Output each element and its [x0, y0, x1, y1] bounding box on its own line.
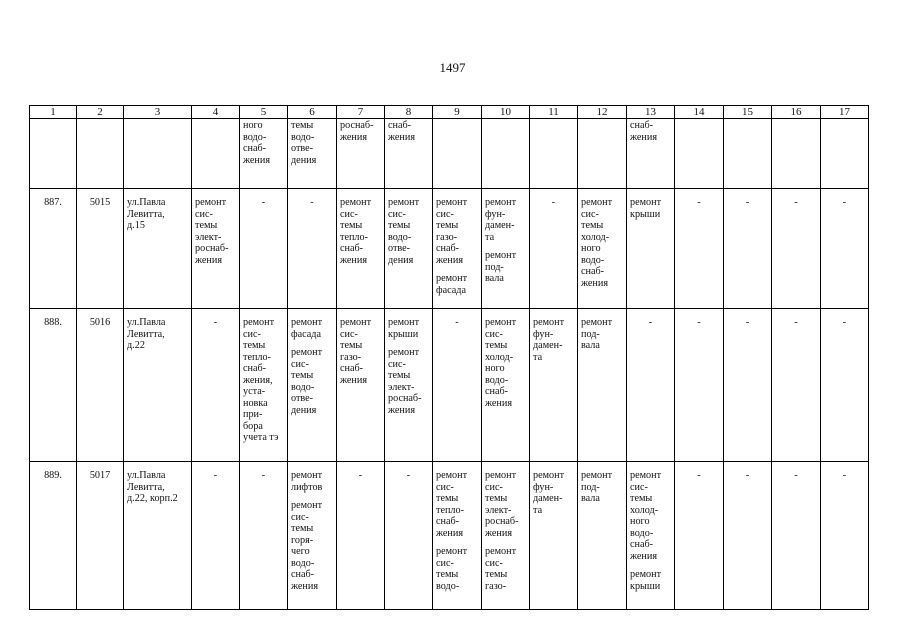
column-number-5: 5 — [240, 106, 288, 119]
work-cell-col-4 — [192, 189, 240, 309]
continuation-cell-4 — [192, 119, 240, 189]
dash-cell-col-15: - — [724, 462, 772, 610]
work-cell-col-10 — [482, 189, 530, 309]
dash-cell-col-5: - — [240, 462, 288, 610]
work-item: ремонт сис- темы тепло- снаб- жения — [436, 470, 468, 539]
work-item: ремонт фасада — [291, 317, 323, 340]
dash-cell-col-14: - — [675, 309, 724, 462]
work-cell-col-6 — [288, 309, 337, 462]
dash-cell-col-14: - — [675, 462, 724, 610]
dash-cell-col-8: - — [385, 462, 433, 610]
object-address: ул.Павла Левитта, д.22 — [124, 309, 192, 462]
dash-cell-col-16: - — [772, 189, 821, 309]
work-item: ремонт сис- темы элект- роснаб- жения — [195, 197, 229, 266]
work-cell-col-7 — [337, 189, 385, 309]
work-item: ремонт сис- темы элект- роснаб- жения — [485, 470, 519, 539]
work-item: ремонт сис- темы газо- — [485, 546, 517, 592]
continuation-cell-15 — [724, 119, 772, 189]
dash-cell-col-9: - — [433, 309, 482, 462]
continuation-cell-7: роснаб- жения — [337, 119, 385, 189]
work-item: ремонт крыши — [388, 317, 420, 340]
page-number: 1497 — [439, 60, 466, 75]
work-item: ремонт сис- темы тепло- снаб- жения, уста- новка при- бора учета тэ — [243, 317, 279, 443]
dash-cell-col-4: - — [192, 309, 240, 462]
work-item: ремонт сис- темы газо- снаб- жения — [340, 317, 372, 386]
object-address: ул.Павла Левитта, д.15 — [124, 189, 192, 309]
continuation-cell-1 — [30, 119, 77, 189]
work-item: ремонт под- вала — [581, 470, 613, 504]
column-number-9: 9 — [433, 106, 482, 119]
continuation-cell-16 — [772, 119, 821, 189]
column-number-7: 7 — [337, 106, 385, 119]
work-item: ремонт сис- темы газо- снаб- жения — [436, 197, 468, 266]
work-item: ремонт под- вала — [581, 317, 613, 351]
continuation-cell-8: снаб- жения — [385, 119, 433, 189]
work-item: ремонт крыши — [630, 197, 662, 220]
dash-cell-col-5: - — [240, 189, 288, 309]
row-number: 888. — [30, 309, 77, 462]
work-cell-col-12 — [578, 309, 627, 462]
continuation-cell-9 — [433, 119, 482, 189]
dash-cell-col-17: - — [821, 309, 869, 462]
column-number-10: 10 — [482, 106, 530, 119]
work-cell-col-9 — [433, 462, 482, 610]
dash-cell-col-13: - — [627, 309, 675, 462]
dash-cell-col-4: - — [192, 462, 240, 610]
work-cell-col-10 — [482, 462, 530, 610]
repair-schedule-table — [29, 105, 869, 610]
continuation-cell-14 — [675, 119, 724, 189]
column-number-4: 4 — [192, 106, 240, 119]
column-number-12: 12 — [578, 106, 627, 119]
work-item: ремонт крыши — [630, 569, 662, 592]
work-item: ремонт сис- темы водо- — [436, 546, 468, 592]
continuation-cell-13: снаб- жения — [627, 119, 675, 189]
work-item: ремонт сис- темы водо- отве- дения — [291, 347, 323, 416]
continuation-cell-10 — [482, 119, 530, 189]
dash-cell-col-6: - — [288, 189, 337, 309]
work-item: ремонт фасада — [436, 273, 468, 296]
work-cell-col-13 — [627, 462, 675, 610]
continuation-cell-17 — [821, 119, 869, 189]
work-cell-col-9 — [433, 189, 482, 309]
work-cell-col-8 — [385, 189, 433, 309]
dash-cell-col-15: - — [724, 309, 772, 462]
work-cell-col-5 — [240, 309, 288, 462]
work-item: ремонт сис- темы водо- отве- дения — [388, 197, 420, 266]
work-item: ремонт сис- темы холод- ного водо- снаб- жения — [630, 470, 662, 562]
column-number-3: 3 — [124, 106, 192, 119]
column-number-15: 15 — [724, 106, 772, 119]
work-cell-col-6 — [288, 462, 337, 610]
table-row — [30, 309, 869, 462]
column-number-17: 17 — [821, 106, 869, 119]
work-item: ремонт сис- темы холод- ного водо- снаб- жения — [485, 317, 517, 409]
row-number: 887. — [30, 189, 77, 309]
column-number-1: 1 — [30, 106, 77, 119]
column-number-header-row — [30, 106, 869, 119]
continuation-row — [30, 119, 869, 189]
continuation-cell-11 — [530, 119, 578, 189]
dash-cell-col-15: - — [724, 189, 772, 309]
work-item: ремонт лифтов — [291, 470, 323, 493]
work-item: ремонт сис- темы тепло- снаб- жения — [340, 197, 372, 266]
table-row — [30, 189, 869, 309]
column-number-13: 13 — [627, 106, 675, 119]
work-item: ремонт фун- дамен- та — [533, 470, 565, 516]
dash-cell-col-7: - — [337, 462, 385, 610]
work-item: ремонт сис- темы элект- роснаб- жения — [388, 347, 422, 416]
dash-cell-col-17: - — [821, 189, 869, 309]
object-address: ул.Павла Левитта, д.22, корп.2 — [124, 462, 192, 610]
work-cell-col-11 — [530, 462, 578, 610]
column-number-8: 8 — [385, 106, 433, 119]
column-number-16: 16 — [772, 106, 821, 119]
dash-cell-col-16: - — [772, 462, 821, 610]
dash-cell-col-14: - — [675, 189, 724, 309]
object-code: 5017 — [77, 462, 124, 610]
work-item: ремонт сис- темы горя- чего водо- снаб- жения — [291, 500, 323, 592]
work-cell-col-11 — [530, 309, 578, 462]
column-number-2: 2 — [77, 106, 124, 119]
table-row — [30, 462, 869, 610]
dash-cell-col-17: - — [821, 462, 869, 610]
work-cell-col-10 — [482, 309, 530, 462]
work-cell-col-8 — [385, 309, 433, 462]
work-cell-col-13 — [627, 189, 675, 309]
work-cell-col-12 — [578, 189, 627, 309]
object-code: 5015 — [77, 189, 124, 309]
work-cell-col-12 — [578, 462, 627, 610]
column-number-14: 14 — [675, 106, 724, 119]
continuation-cell-2 — [77, 119, 124, 189]
column-number-6: 6 — [288, 106, 337, 119]
work-item: ремонт фун- дамен- та — [485, 197, 517, 243]
dash-cell-col-11: - — [530, 189, 578, 309]
dash-cell-col-16: - — [772, 309, 821, 462]
work-cell-col-7 — [337, 309, 385, 462]
row-number: 889. — [30, 462, 77, 610]
continuation-cell-6: темы водо- отве- дения — [288, 119, 337, 189]
continuation-cell-3 — [124, 119, 192, 189]
work-item: ремонт сис- темы холод- ного водо- снаб- жения — [581, 197, 613, 289]
column-number-11: 11 — [530, 106, 578, 119]
work-item: ремонт фун- дамен- та — [533, 317, 565, 363]
work-item: ремонт под- вала — [485, 250, 517, 284]
continuation-cell-12 — [578, 119, 627, 189]
continuation-cell-5: ного водо- снаб- жения — [240, 119, 288, 189]
object-code: 5016 — [77, 309, 124, 462]
